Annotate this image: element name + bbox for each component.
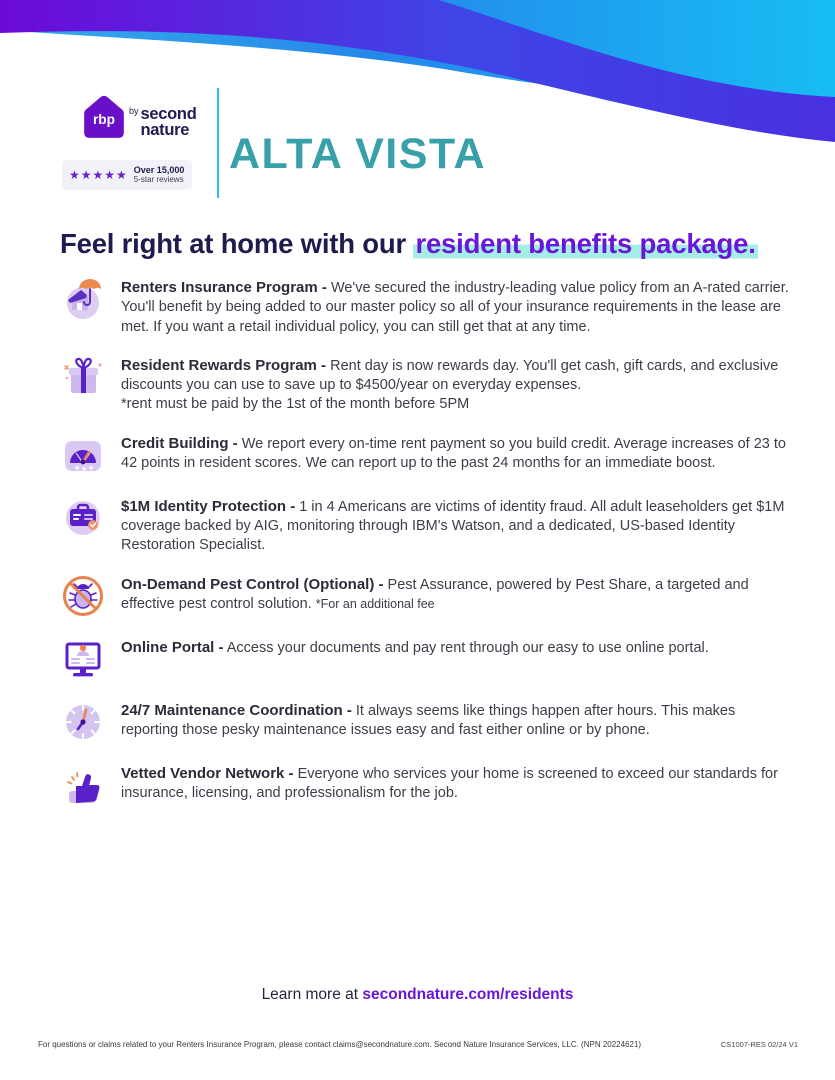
item-title: $1M Identity Protection - xyxy=(121,497,296,515)
list-item-resident-rewards xyxy=(60,354,790,415)
headline-highlight: resident benefits package. xyxy=(415,228,756,259)
benefits-list xyxy=(60,276,790,825)
credit-gauge-icon xyxy=(60,432,106,478)
umbrella-house-icon xyxy=(60,276,106,322)
reviews-badge xyxy=(62,160,192,190)
learn-more-line xyxy=(0,986,835,1004)
item-desc: We report every on-time rent payment so you build credit. Average increases of 23 to 42 points in resident scores. We can report up to the past 24 months for an immediate boost. xyxy=(121,435,786,471)
second-nature-brand xyxy=(129,107,196,139)
item-title: Resident Rewards Program - xyxy=(121,356,327,374)
item-desc: Pest Assurance, powered by Pest Share, a targeted and effective pest control solution. xyxy=(121,576,749,612)
id-card-lock-icon xyxy=(60,495,106,541)
list-item-online-portal xyxy=(60,636,790,682)
online-portal-monitor-icon xyxy=(60,636,106,682)
logo-divider xyxy=(217,88,219,198)
item-title: Vetted Vendor Network - xyxy=(121,764,294,782)
item-title: On-Demand Pest Control (Optional) - xyxy=(121,575,384,593)
headline-prefix: Feel right at home with our xyxy=(60,228,414,259)
list-item-credit-building xyxy=(60,432,790,478)
item-desc: We've secured the industry-leading value policy from an A-rated carrier. You'll benefit by being added to our master policy so all of your insurance requirements in the lease are met. If you want a retail individual policy, you can still get that at any time. xyxy=(121,280,789,335)
svg-text:★: ★ xyxy=(74,464,81,472)
rbp-logo-icon xyxy=(78,92,130,146)
item-title: Credit Building - xyxy=(121,434,238,452)
no-pests-icon xyxy=(60,573,106,619)
item-desc: It always seems like things happen after hours. This makes reporting those pesky maintenance issues easy and fast either online or by phone. xyxy=(121,702,736,738)
list-item-vendor-network xyxy=(60,762,790,808)
item-desc: Access your documents and pay rent through our easy to use online portal. xyxy=(226,639,709,656)
svg-text:★: ★ xyxy=(88,464,95,472)
learn-more-prefix: Learn more at xyxy=(261,986,363,1003)
property-name: ALTA VISTA xyxy=(229,130,487,178)
svg-text:rbp: rbp xyxy=(92,111,116,127)
brand-line1: second xyxy=(140,105,197,123)
document-code: CS1007-RES 02/24 V1 xyxy=(720,1040,798,1049)
item-desc: Everyone who services your home is screened to exceed our standards for insurance, licensing, and professionalism for the job. xyxy=(121,765,778,801)
item-title: Renters Insurance Program - xyxy=(121,279,327,296)
five-stars-icon: ★★★★★ xyxy=(69,168,128,182)
item-title: 24/7 Maintenance Coordination - xyxy=(121,701,352,719)
clock-icon xyxy=(60,699,106,745)
thumbs-up-icon xyxy=(60,762,106,808)
legal-footer xyxy=(38,1040,798,1049)
item-note-inline: *For an additional fee xyxy=(315,596,435,611)
list-item-maintenance xyxy=(60,699,790,745)
list-item-identity-protection xyxy=(60,495,790,556)
learn-more-link[interactable]: secondnature.com/residents xyxy=(362,986,574,1003)
list-item-renters-insurance xyxy=(60,276,790,337)
list-item-pest-control xyxy=(60,573,790,619)
reviews-count: Over 15,000 xyxy=(133,164,185,175)
item-title: Online Portal - xyxy=(121,638,224,656)
gift-icon xyxy=(60,354,106,400)
item-note: *rent must be paid by the 1st of the month before 5PM xyxy=(121,396,470,413)
brand-line2: nature xyxy=(140,120,190,139)
reviews-label: 5-star reviews xyxy=(133,174,184,184)
page-title xyxy=(60,228,800,260)
legal-text: For questions or claims related to your Renters Insurance Program, please contact claims@secondnature.com. Second Nature Insurance Services, LLC. (NPN 20224621) xyxy=(38,1040,642,1049)
brand-by-label: by xyxy=(129,106,139,116)
svg-text:★: ★ xyxy=(81,465,88,473)
item-desc: 1 in 4 Americans are victims of identity fraud. All adult leaseholders get $1M coverage backed by AIG, monitoring through IBM's Watson, and a dedicated, US-based Identity Restoration Specialist. xyxy=(121,498,785,554)
item-desc: Rent day is now rewards day. You'll get cash, gift cards, and exclusive discounts you can use to save up to $4500/year on everyday expenses. xyxy=(121,357,779,394)
